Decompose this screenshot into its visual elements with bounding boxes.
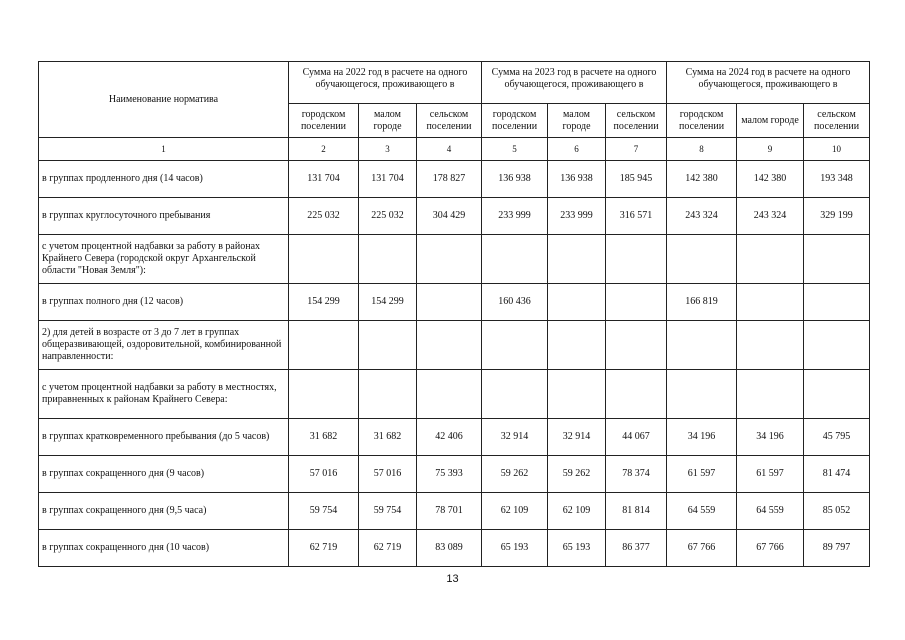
cell-value: 304 429 — [417, 198, 482, 235]
subheader-urban: городском поселении — [482, 104, 548, 138]
cell-value: 85 052 — [804, 493, 870, 530]
cell-value: 193 348 — [804, 161, 870, 198]
cell-value: 32 914 — [482, 419, 548, 456]
cell-value — [606, 235, 667, 284]
cell-value — [548, 370, 606, 419]
row-name: в группах сокращенного дня (10 часов) — [39, 530, 289, 567]
page-number: 13 — [446, 573, 459, 585]
cell-value: 32 914 — [548, 419, 606, 456]
cell-value — [359, 321, 417, 370]
cell-value: 178 827 — [417, 161, 482, 198]
cell-value — [417, 321, 482, 370]
cell-value: 185 945 — [606, 161, 667, 198]
cell-value — [737, 370, 804, 419]
cell-value: 78 374 — [606, 456, 667, 493]
cell-value: 136 938 — [548, 161, 606, 198]
column-number: 8 — [667, 138, 737, 161]
cell-value: 225 032 — [289, 198, 359, 235]
cell-value: 233 999 — [482, 198, 548, 235]
cell-value: 233 999 — [548, 198, 606, 235]
cell-value — [606, 321, 667, 370]
row-name: 2) для детей в возрасте от 3 до 7 лет в группах общеразвивающей, оздоровительной, комбинированной направленности: — [39, 321, 289, 370]
cell-value: 34 196 — [667, 419, 737, 456]
subheader-small-town: малом городе — [548, 104, 606, 138]
cell-value: 160 436 — [482, 284, 548, 321]
cell-value: 59 754 — [289, 493, 359, 530]
table-row — [39, 235, 870, 284]
cell-value — [289, 321, 359, 370]
cell-value — [667, 321, 737, 370]
cell-value: 62 109 — [482, 493, 548, 530]
cell-value — [482, 370, 548, 419]
cell-value: 329 199 — [804, 198, 870, 235]
cell-value: 86 377 — [606, 530, 667, 567]
row-name: в группах полного дня (12 часов) — [39, 284, 289, 321]
column-number: 5 — [482, 138, 548, 161]
cell-value — [482, 321, 548, 370]
table-row — [39, 284, 870, 321]
cell-value — [289, 235, 359, 284]
row-name: в группах продленного дня (14 часов) — [39, 161, 289, 198]
row-name: в группах сокращенного дня (9,5 часа) — [39, 493, 289, 530]
column-number: 10 — [804, 138, 870, 161]
cell-value: 131 704 — [359, 161, 417, 198]
column-number: 6 — [548, 138, 606, 161]
cell-value: 154 299 — [289, 284, 359, 321]
column-number: 2 — [289, 138, 359, 161]
cell-value: 243 324 — [737, 198, 804, 235]
row-name: с учетом процентной надбавки за работу в местностях, приравненных к районам Крайнего Севера: — [39, 370, 289, 419]
cell-value: 67 766 — [667, 530, 737, 567]
cell-value — [804, 235, 870, 284]
header-year-2022: Сумма на 2022 год в расчете на одного обучающегося, проживающего в — [289, 62, 482, 104]
cell-value — [737, 284, 804, 321]
table-row — [39, 161, 870, 198]
cell-value — [667, 370, 737, 419]
header-name: Наименование норматива — [39, 62, 289, 138]
cell-value: 42 406 — [417, 419, 482, 456]
cell-value: 225 032 — [359, 198, 417, 235]
table-row — [39, 321, 870, 370]
cell-value: 57 016 — [289, 456, 359, 493]
cell-value: 154 299 — [359, 284, 417, 321]
subheader-urban: городском поселении — [289, 104, 359, 138]
cell-value: 62 719 — [289, 530, 359, 567]
cell-value: 83 089 — [417, 530, 482, 567]
table-row — [39, 456, 870, 493]
cell-value: 45 795 — [804, 419, 870, 456]
cell-value — [667, 235, 737, 284]
cell-value — [417, 284, 482, 321]
cell-value — [548, 235, 606, 284]
cell-value: 136 938 — [482, 161, 548, 198]
cell-value: 31 682 — [289, 419, 359, 456]
subheader-rural: сельском поселении — [606, 104, 667, 138]
subheader-rural: сельском поселении — [804, 104, 870, 138]
table-row — [39, 493, 870, 530]
subheader-small-town: малом городе — [359, 104, 417, 138]
header-year-2023: Сумма на 2023 год в расчете на одного обучающегося, проживающего в — [482, 62, 667, 104]
cell-value — [359, 235, 417, 284]
cell-value: 316 571 — [606, 198, 667, 235]
row-name: в группах сокращенного дня (9 часов) — [39, 456, 289, 493]
cell-value: 62 109 — [548, 493, 606, 530]
column-number: 3 — [359, 138, 417, 161]
table-row — [39, 419, 870, 456]
norm-table — [38, 61, 870, 567]
cell-value: 89 797 — [804, 530, 870, 567]
cell-value: 61 597 — [737, 456, 804, 493]
cell-value — [606, 284, 667, 321]
table-row — [39, 198, 870, 235]
table-row — [39, 530, 870, 567]
cell-value: 57 016 — [359, 456, 417, 493]
subheader-small-town: малом городе — [737, 104, 804, 138]
cell-value — [804, 370, 870, 419]
cell-value: 31 682 — [359, 419, 417, 456]
cell-value: 81 814 — [606, 493, 667, 530]
cell-value: 61 597 — [667, 456, 737, 493]
cell-value — [417, 235, 482, 284]
cell-value: 166 819 — [667, 284, 737, 321]
cell-value — [737, 235, 804, 284]
cell-value — [417, 370, 482, 419]
table-row — [39, 370, 870, 419]
cell-value: 59 754 — [359, 493, 417, 530]
cell-value — [289, 370, 359, 419]
cell-value — [804, 321, 870, 370]
column-number: 9 — [737, 138, 804, 161]
cell-value: 65 193 — [548, 530, 606, 567]
cell-value: 243 324 — [667, 198, 737, 235]
cell-value — [737, 321, 804, 370]
cell-value — [548, 321, 606, 370]
cell-value — [804, 284, 870, 321]
subheader-urban: городском поселении — [667, 104, 737, 138]
column-number: 4 — [417, 138, 482, 161]
cell-value: 142 380 — [737, 161, 804, 198]
column-number: 7 — [606, 138, 667, 161]
header-year-2024: Сумма на 2024 год в расчете на одного обучающегося, проживающего в — [667, 62, 870, 104]
cell-value — [482, 235, 548, 284]
cell-value: 59 262 — [548, 456, 606, 493]
cell-value: 44 067 — [606, 419, 667, 456]
cell-value: 34 196 — [737, 419, 804, 456]
cell-value: 59 262 — [482, 456, 548, 493]
subheader-rural: сельском поселении — [417, 104, 482, 138]
cell-value: 64 559 — [667, 493, 737, 530]
column-number: 1 — [39, 138, 289, 161]
row-name: в группах круглосуточного пребывания — [39, 198, 289, 235]
cell-value: 81 474 — [804, 456, 870, 493]
cell-value — [606, 370, 667, 419]
row-name: в группах кратковременного пребывания (до 5 часов) — [39, 419, 289, 456]
cell-value: 75 393 — [417, 456, 482, 493]
cell-value: 62 719 — [359, 530, 417, 567]
row-name: с учетом процентной надбавки за работу в районах Крайнего Севера (городской округ Архангельской области "Новая Земля"): — [39, 235, 289, 284]
cell-value: 64 559 — [737, 493, 804, 530]
cell-value: 78 701 — [417, 493, 482, 530]
cell-value: 142 380 — [667, 161, 737, 198]
cell-value: 131 704 — [289, 161, 359, 198]
column-number-row — [39, 138, 870, 161]
cell-value — [548, 284, 606, 321]
cell-value: 65 193 — [482, 530, 548, 567]
cell-value — [359, 370, 417, 419]
cell-value: 67 766 — [737, 530, 804, 567]
